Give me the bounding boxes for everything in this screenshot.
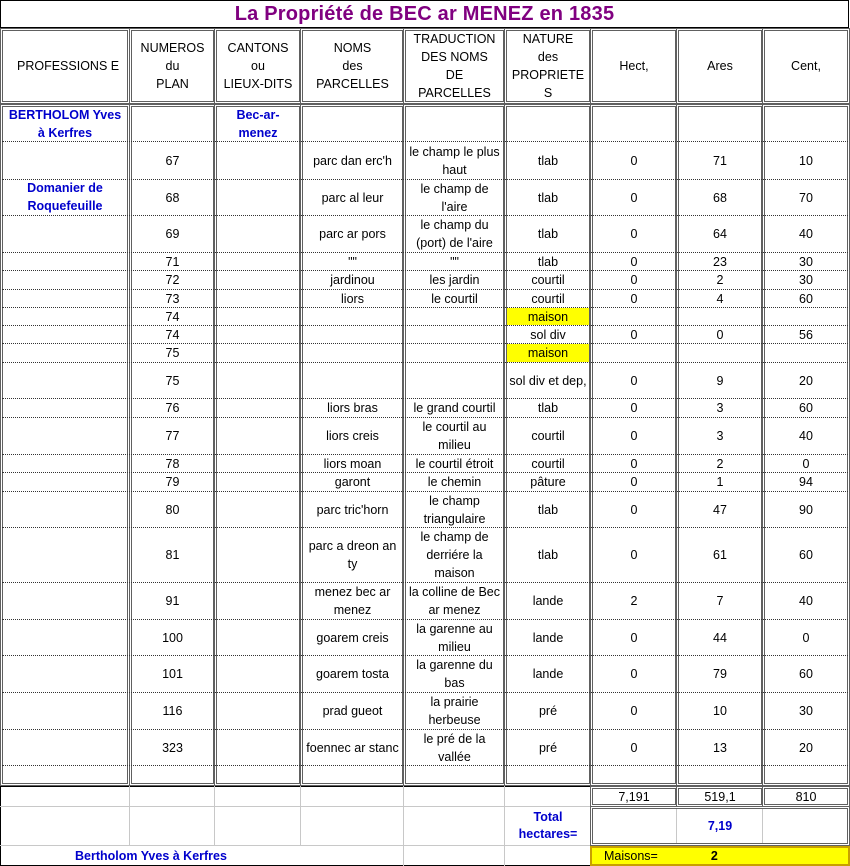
cell-trad: le champ le plus haut [409,144,500,177]
cell-nature: tlab [537,548,559,562]
cell-nature: tlab [537,502,559,517]
cell-hect [593,308,675,325]
cell-nature: courtil [531,456,565,471]
header-line: NUMEROS [140,41,205,55]
cell-cent: 30 [799,704,813,718]
cell-nom: goarem creis [316,630,389,645]
cell-nom: goarem tosta [316,667,389,681]
cell-ares: 3 [716,401,724,415]
footer-grid-line [300,786,301,846]
cell-num: 100 [162,630,183,645]
cell-nature: tlab [537,190,559,205]
header-line: S [543,86,553,100]
cell-trad [406,344,503,362]
cell-nom: liors bras [327,401,378,415]
cell-nom [303,344,402,362]
cell-num: 80 [165,502,180,517]
cell-ares: 7 [716,594,724,608]
cell-hect: 0 [630,548,638,562]
cell-num: 67 [165,153,180,168]
cell-hect [593,107,675,141]
header-line: des [537,50,559,64]
footer-grid-line [403,786,404,866]
cell-ares [679,107,761,141]
header-cantons [214,28,302,104]
total-hectares-value: 7,19 [707,819,733,833]
cell-trad: le chemin [427,475,482,489]
cell-ares: 47 [713,502,727,517]
header-line: DE [445,68,464,82]
cell-trad [406,766,503,786]
cell-num: 69 [165,227,180,241]
column-frame [214,104,302,786]
cell-hect: 0 [630,630,638,645]
cell-hect: 0 [630,401,638,415]
cell-cent [765,308,847,325]
header-line: TRADUCTION [413,32,496,46]
cell-nature: maison [507,308,589,325]
maisons-value: 2 [710,849,718,863]
cell-ares: 0 [716,327,724,342]
cell-ares: 23 [713,254,727,269]
cell-hect: 2 [630,594,638,608]
footer-grid-line [129,786,130,846]
cell-trad: la garenne du bas [416,658,493,690]
cell-ares: 2 [716,273,724,287]
header-traduction [403,28,506,104]
cell-num: 79 [165,475,180,489]
cell-cent: 56 [799,327,813,342]
cell-nature: pâture [530,475,566,489]
header-line: des [342,59,363,73]
cell-trad: la prairie herbeuse [428,695,481,727]
cell-nature: sol div [530,327,566,342]
cell-hect: 0 [630,254,638,269]
cell-ares: 9 [716,373,724,388]
cell-hect: 0 [630,667,638,681]
cell-trad: le champ de derriére la maison [420,530,489,580]
header-line: NOMS [333,41,372,55]
header-line: PROPRIETE [511,68,585,82]
cell-nature: tlab [537,227,559,241]
cell-trad: la garenne au milieu [416,621,493,654]
cell-nom: parc dan erc'h [313,153,392,168]
sum-cent: 810 [762,786,850,807]
cell-num: 71 [165,254,180,269]
cell-nature: pré [538,740,558,755]
cell-ares: 13 [713,740,727,755]
owner-status: Domanier de Roquefeuille [27,181,103,213]
cell-hect [593,766,675,786]
owner-name: BERTHOLOM Yves à Kerfres [8,107,122,140]
cell-trad: le champ du (port) de l'aire [416,218,493,250]
cell-nom: jardinou [330,273,375,287]
cell-hect: 0 [630,475,638,489]
cell-nom: parc tric'horn [316,502,389,517]
cell-ares: 3 [716,429,724,443]
page-title: La Propriété de BEC ar MENEZ en 1835 [0,0,849,28]
cell-nom [303,107,402,141]
cell-ares: 64 [713,227,727,241]
cell-num: 76 [165,401,180,415]
cell-ares [679,308,761,325]
cell-cent: 94 [799,475,813,489]
cell-nom: foennec ar stanc [306,740,399,755]
header-line: du [165,59,180,73]
cell-cent: 0 [802,456,810,471]
sum-ares: 519,1 [676,786,764,807]
cell-cent: 40 [799,429,813,443]
cell-trad: la colline de Bec ar menez [408,585,501,617]
header-line: PLAN [156,77,189,91]
cell-num: 78 [165,456,180,471]
cell-num: 72 [165,273,180,287]
cell-hect: 0 [630,456,638,471]
cell-nom: "" [348,254,357,269]
cell-nom: liors [341,291,364,306]
total-hectares-label: Total hectares= [518,810,578,841]
cell-trad: les jardin [429,273,480,287]
cell-ares: 2 [716,456,724,471]
cell-ares [679,766,761,786]
cell-cent [765,766,847,786]
cell-num [132,107,213,141]
cell-ares: 1 [716,475,724,489]
cell-num: 81 [165,548,180,562]
cell-trad [406,363,503,398]
cell-cent: 20 [799,373,813,388]
cell-cent: 90 [799,502,813,517]
cell-nature: lande [532,667,564,681]
cell-trad [406,107,503,141]
cell-hect: 0 [630,273,638,287]
cell-nom: parc ar pors [319,227,386,241]
cell-hect: 0 [630,373,638,388]
cell-nom: prad gueot [322,704,383,718]
cell-hect: 0 [630,190,638,205]
footer-grid-line [762,809,763,843]
cell-ares: 79 [713,667,727,681]
cell-nom: menez bec ar menez [314,585,391,617]
cell-cent: 60 [799,401,813,415]
cell-trad: le champ triangulaire [423,493,486,526]
cell-cent: 60 [799,667,813,681]
cell-cent [765,107,847,141]
header-nature [504,28,592,104]
footer-owner: Bertholom Yves à Kerfres [75,849,227,863]
cell-nom: liors creis [326,429,379,443]
cell-hect: 0 [630,227,638,241]
cell-hect [593,344,675,362]
header-line: ou [251,59,265,73]
header-numeros [129,28,216,104]
cell-nature: maison [507,344,589,362]
cell-nom [303,308,402,325]
cell-cent: 40 [799,227,813,241]
cell-trad: le pré de la vallée [423,731,486,764]
cell-cent: 60 [799,548,813,562]
cell-nature: tlab [537,254,559,269]
cell-nature: lande [532,630,564,645]
header-noms [300,28,405,104]
cell-nature [507,107,589,141]
cell-num: 116 [162,704,183,718]
header-line: PARCELLES [316,77,389,91]
cell-cent: 60 [799,291,813,306]
cell-trad [406,326,503,343]
cell-hect: 0 [630,704,638,718]
maisons-box [590,846,850,866]
cell-ares: 10 [713,704,727,718]
cell-num: 91 [165,594,180,608]
footer-grid-line [504,786,505,866]
footer-grid-line [0,806,590,807]
cell-ares: 61 [713,548,727,562]
cell-hect: 0 [630,429,638,443]
cell-hect: 0 [630,327,638,342]
cell-ares [679,344,761,362]
cell-cent: 30 [799,273,813,287]
cell-num: 75 [165,346,180,360]
cell-nom: parc al leur [321,190,384,205]
cell-ares: 44 [713,630,727,645]
maisons-label: Maisons= [604,849,658,863]
cell-nom: liors moan [323,456,382,471]
cell-nature: pré [538,704,558,718]
cell-ares: 71 [713,153,727,168]
footer-grid-line [676,809,677,843]
cell-ares: 4 [716,291,724,306]
cell-nature [507,766,589,786]
cell-num [132,766,213,786]
cell-nom [303,766,402,786]
cell-nom [303,326,402,343]
header-line: CANTONS [227,41,289,55]
cell-trad: "" [450,254,459,269]
header-cent: Cent, [762,28,850,104]
sum-hect: 7,191 [590,786,678,807]
header-line: DES NOMS [421,50,488,64]
header-ares: Ares [676,28,764,104]
cell-trad: le courtil au milieu [422,420,487,452]
cell-num: 73 [165,291,180,306]
cell-trad: le champ de l'aire [420,181,489,214]
header-hect: Hect, [590,28,678,104]
cell-num: 74 [165,309,180,324]
footer-grid-line [214,786,215,846]
cell-nature: lande [532,594,564,608]
cell-num: 323 [162,740,183,755]
cell-cent [765,344,847,362]
cell-num: 77 [165,429,180,443]
cell-nature: sol div et dep, [509,373,587,388]
header-line: LIEUX-DITS [223,77,293,91]
cell-cent: 20 [799,740,813,755]
cell-trad: le courtil [431,291,478,306]
header-professions: PROFESSIONS E [0,28,130,104]
cell-cent: 40 [799,594,813,608]
cell-nature: courtil [531,273,565,287]
cell-nature: tlab [537,153,559,168]
cell-nature: courtil [531,429,565,443]
cell-trad [406,308,503,325]
cell-trad: le grand courtil [413,401,496,415]
header-line: PARCELLES [418,86,491,100]
cell-ares: 68 [713,190,727,205]
cell-cent: 10 [799,153,813,168]
cell-hect: 0 [630,153,638,168]
cell-hect: 0 [630,502,638,517]
cell-num: 101 [162,667,183,681]
canton-name: Bec-ar-menez [236,107,280,140]
cell-num: 75 [165,373,180,388]
cell-cent: 70 [799,190,813,205]
cell-cent: 0 [802,630,810,645]
cell-nom: parc a dreon an ty [308,539,397,571]
cell-hect: 0 [630,291,638,306]
header-line: NATURE [522,32,574,46]
cell-nom: garont [334,475,371,489]
cell-cent: 30 [799,254,813,269]
cell-num: 74 [165,327,180,342]
cell-hect: 0 [630,740,638,755]
cell-nature: courtil [531,291,565,306]
cell-nom [303,363,402,398]
cell-num: 68 [165,190,180,205]
cell-trad: le courtil étroit [415,456,494,471]
cell-nature: tlab [537,401,559,415]
